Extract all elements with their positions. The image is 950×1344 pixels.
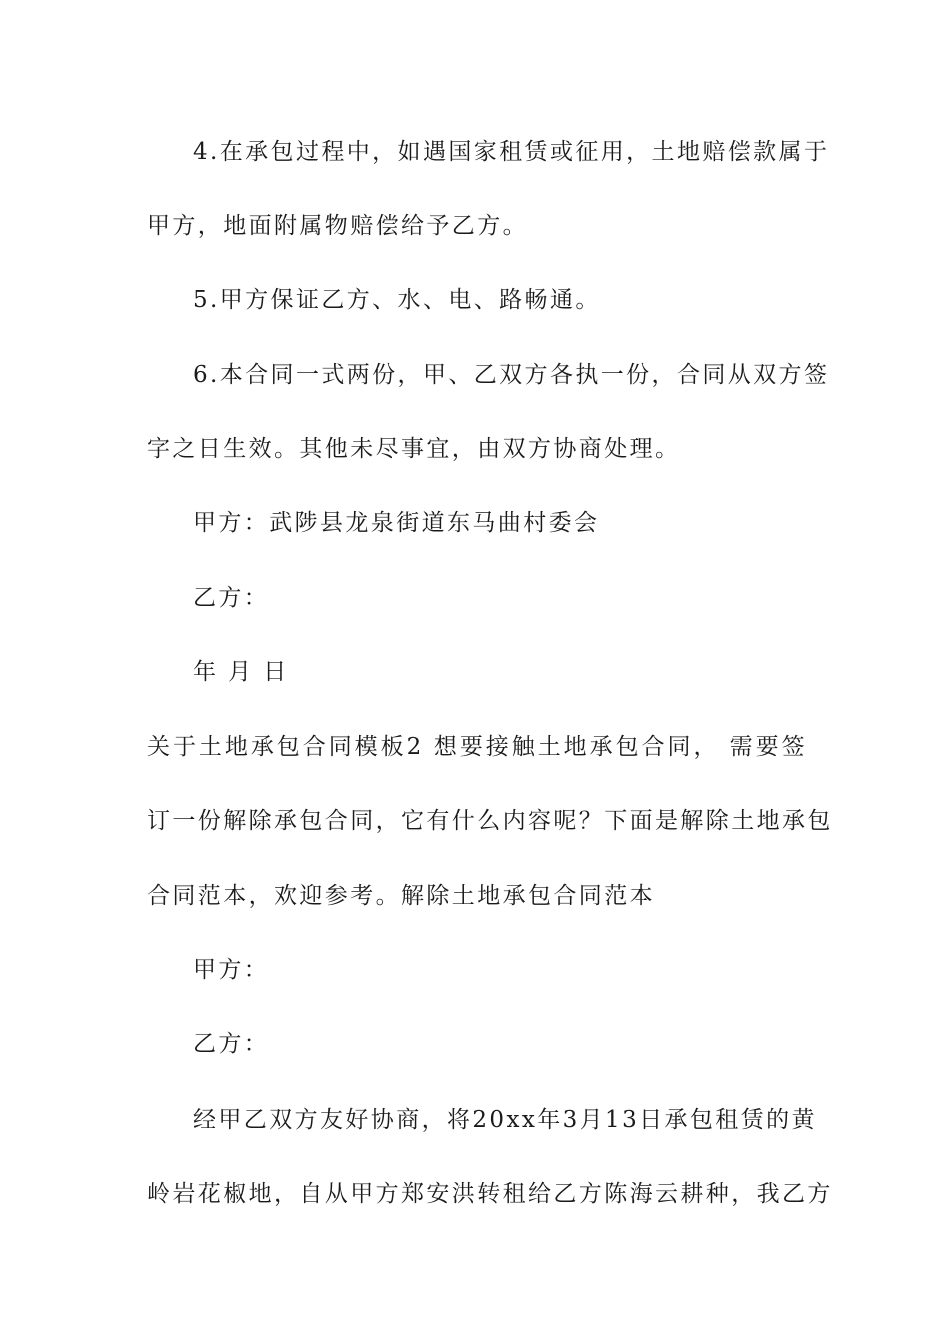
- clause-6-line-1: 6.本合同一式两份，甲、乙双方各执一份，合同从双方签: [193, 362, 830, 388]
- clause-4-line-2: 甲方，地面附属物赔偿给予乙方。: [147, 213, 528, 239]
- party-b-signature: 乙方：: [193, 585, 270, 611]
- date-line: 年 月 日: [193, 659, 289, 685]
- template-2-intro-line-1: 关于土地承包合同模板2 想要接触土地承包合同， 需要签: [147, 734, 807, 760]
- template-2-intro-line-2: 订一份解除承包合同，它有什么内容呢？下面是解除土地承包: [147, 808, 833, 834]
- party-b-label: 乙方：: [193, 1031, 270, 1057]
- party-a-label: 甲方：: [193, 957, 270, 983]
- clause-4-line-1: 4.在承包过程中，如遇国家租赁或征用，土地赔偿款属于: [193, 139, 830, 165]
- clause-5: 5.甲方保证乙方、水、电、路畅通。: [193, 287, 601, 313]
- clause-6-line-2: 字之日生效。其他未尽事宜，由双方协商处理。: [147, 436, 681, 462]
- template-2-intro-line-3: 合同范本，欢迎参考。解除土地承包合同范本: [147, 883, 655, 909]
- agreement-line-2: 岭岩花椒地，自从甲方郑安洪转租给乙方陈海云耕种，我乙方: [147, 1181, 833, 1207]
- agreement-line-1: 经甲乙双方友好协商，将20xx年3月13日承包租赁的黄: [193, 1107, 817, 1133]
- party-a-signature: 甲方：武陟县龙泉街道东马曲村委会: [193, 510, 600, 536]
